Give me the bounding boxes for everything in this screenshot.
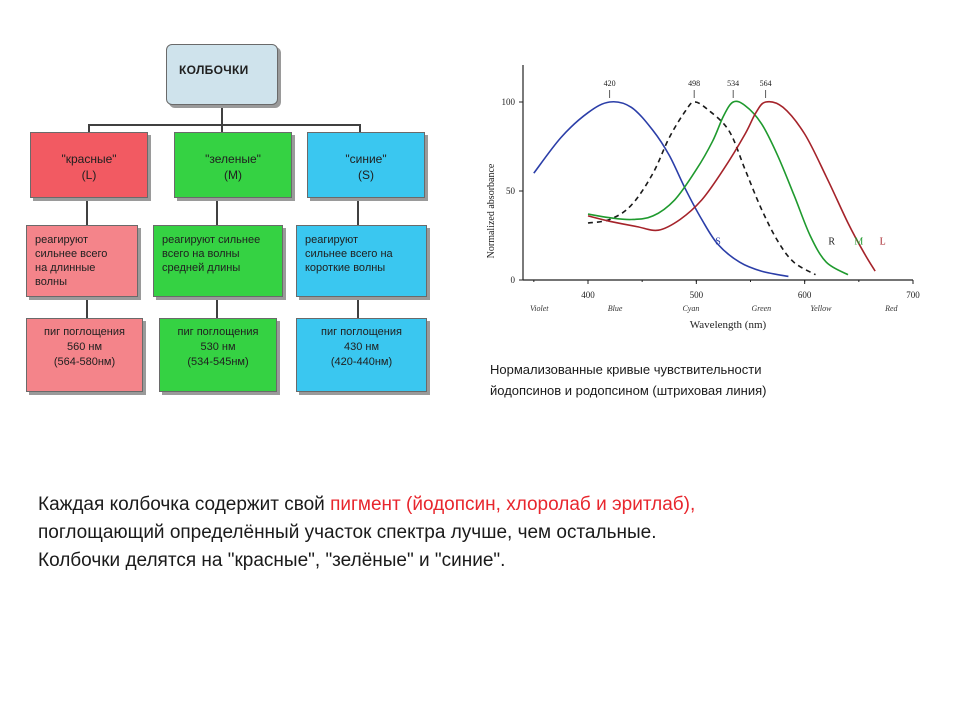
desc-blue-line: реагируют [305, 234, 359, 246]
color-band-label: Cyan [682, 304, 700, 313]
desc-green-line: реагируют сильнее [162, 234, 261, 246]
category-green-title: "зеленые" [205, 152, 261, 166]
category-red-cones [30, 132, 148, 198]
connector-green-down [221, 124, 223, 132]
y-axis-label: Normalized absorbance [486, 163, 497, 259]
category-blue-code: (S) [358, 168, 374, 182]
color-band-label: Yellow [810, 304, 832, 313]
main-text-line-2: поглощающий определённый участок спектра лучше, чем остальные. [38, 522, 657, 543]
absorb-red-line: 560 нм [66, 341, 103, 353]
y-tick-label: 50 [506, 186, 515, 196]
connector-green-desc [216, 198, 218, 225]
main-text-line-3: Колбочки делятся на "красные", "зелёные" и "синие". [38, 550, 506, 571]
absorb-green-line: 530 нм [200, 341, 236, 353]
desc-blue-line: сильнее всего на [305, 248, 393, 260]
desc-red-cones [26, 225, 138, 297]
desc-red-line: волны [35, 276, 67, 288]
x-tick-label: 600 [797, 290, 812, 300]
curve-label-r: R [828, 236, 836, 248]
chart-caption-line: Нормализованные кривые чувствительности [490, 362, 762, 377]
desc-green-cones [153, 225, 283, 297]
connector-red-desc [86, 198, 88, 225]
category-green-code: (M) [224, 168, 242, 182]
absorb-blue-cones [296, 318, 427, 392]
connector-blue-down [359, 124, 361, 132]
desc-green-line: средней длины [162, 262, 241, 274]
connector-green-absorb [216, 297, 218, 318]
category-red-title: "красные" [61, 152, 117, 166]
color-band-label: Blue [607, 304, 623, 313]
desc-blue-line: короткие волны [305, 262, 386, 274]
desc-red-line: на длинные [35, 262, 96, 274]
absorb-blue-line: 430 нм [343, 341, 380, 353]
absorb-blue-line: пиг поглощения [321, 326, 402, 338]
curve-s [534, 102, 789, 277]
curve-label-m: M [854, 236, 864, 248]
peak-label: 564 [759, 79, 772, 88]
peak-label: 498 [688, 79, 701, 88]
color-band-label: Violet [529, 304, 549, 313]
x-tick-label: 400 [581, 290, 595, 300]
x-tick-label: 700 [906, 290, 920, 300]
connector-horizontal [88, 124, 360, 126]
connector-blue-absorb [357, 297, 359, 318]
curve-r [588, 102, 816, 275]
category-blue-title: "синие" [345, 152, 387, 166]
connector-blue-desc [357, 198, 359, 225]
chart-caption-line: йодопсинов и родопсином (штриховая линия) [490, 383, 767, 398]
connector-red-down [88, 124, 90, 132]
y-tick-label: 0 [510, 275, 515, 285]
x-tick-label: 500 [689, 290, 704, 300]
absorbance-chart [478, 60, 928, 340]
main-text [38, 491, 918, 575]
chart-labels [486, 79, 920, 331]
absorb-red-line: пиг поглощения [44, 326, 125, 338]
color-band-label: Red [885, 304, 898, 313]
category-blue-cones [307, 132, 425, 198]
x-axis-label: Wavelength (nm) [689, 319, 767, 331]
curve-label-s: S [715, 236, 721, 248]
pigment-highlight: пигмент (йодопсин, хлоролаб и эритлаб), [330, 494, 696, 515]
peak-label: 420 [603, 79, 616, 88]
chart-axes [519, 65, 913, 284]
desc-blue-cones [296, 225, 427, 297]
absorb-green-line: пиг поглощения [177, 326, 259, 338]
diagram-root-cones: КОЛБОЧКИ [166, 44, 278, 105]
desc-red-line: сильнее всего [35, 248, 108, 260]
curve-m [588, 101, 848, 274]
chart-curves [534, 90, 875, 276]
absorb-green-cones [159, 318, 277, 392]
absorb-blue-line: (420-440нм) [330, 356, 393, 368]
absorb-green-line: (534-545нм) [187, 356, 249, 368]
peak-label: 534 [727, 79, 740, 88]
color-band-label: Green [751, 304, 772, 313]
category-red-code: (L) [81, 168, 97, 182]
absorb-red-line: (564-580нм) [53, 356, 116, 368]
category-green-cones [174, 132, 292, 198]
y-tick-label: 100 [501, 97, 515, 107]
connector-root-down [221, 105, 223, 125]
main-text-line-1 [38, 491, 918, 519]
desc-green-line: всего на волны [162, 248, 240, 260]
connector-red-absorb [86, 297, 88, 318]
chart-caption [490, 359, 870, 401]
absorb-red-cones [26, 318, 143, 392]
desc-red-line: реагируют [35, 234, 89, 246]
main-text-line-1-start: Каждая колбочка содержит свой [38, 494, 331, 515]
curve-label-l: L [879, 236, 886, 248]
